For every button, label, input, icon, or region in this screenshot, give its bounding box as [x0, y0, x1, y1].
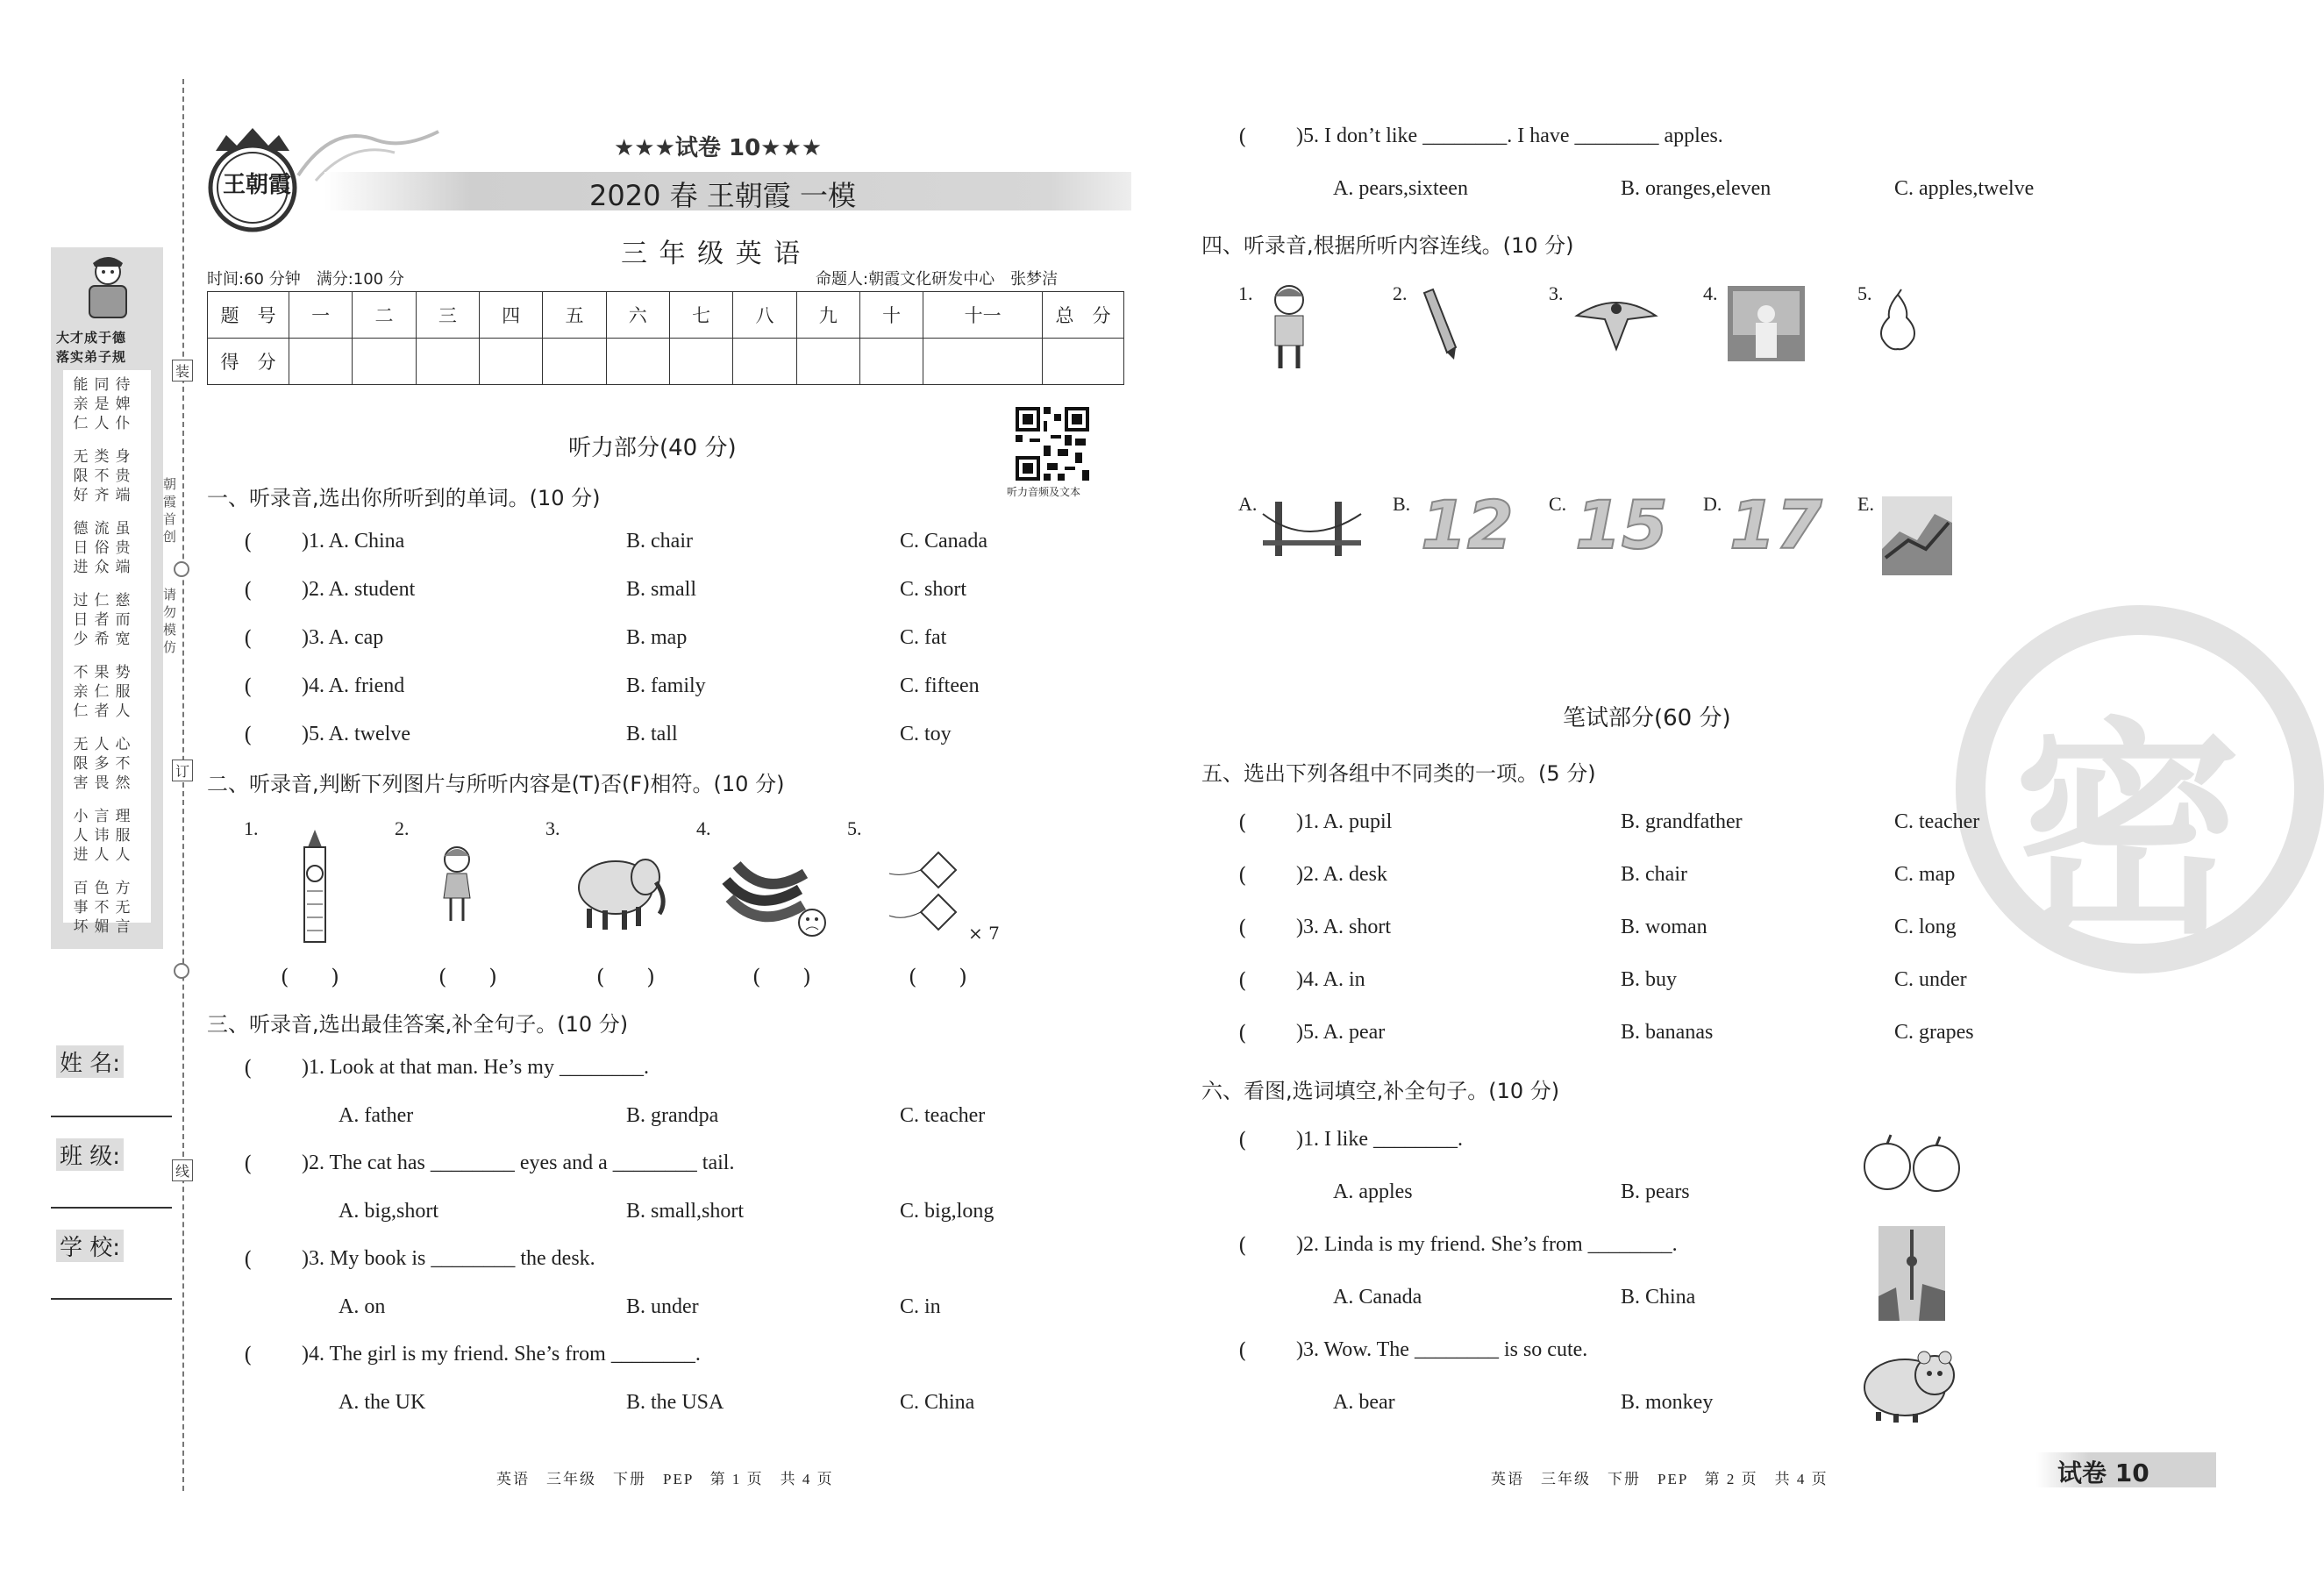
- answer-paren-open[interactable]: (: [244, 530, 253, 554]
- question-option-b: B. pears: [1621, 1180, 1690, 1203]
- match-picture-number: 4.: [1703, 282, 1718, 304]
- proverb-column: 能亲仁: [73, 376, 89, 432]
- answer-paren-open[interactable]: (: [1238, 1233, 1247, 1258]
- question-option-b: B. monkey: [1621, 1391, 1714, 1414]
- question-option-a: )4. A. friend: [302, 674, 405, 697]
- score-cell[interactable]: [669, 339, 732, 385]
- question-option-b: B. grandpa: [626, 1104, 719, 1127]
- answer-paren[interactable]: ( ): [438, 965, 497, 989]
- question-option-c: C. fat: [900, 626, 947, 649]
- answer-paren[interactable]: ( ): [596, 965, 655, 989]
- question-option-b: B. small,short: [626, 1200, 745, 1223]
- question-option-a: )1. A. China: [302, 530, 405, 553]
- question-option-a: A. the UK: [339, 1391, 426, 1414]
- scholar-cartoon-icon: [77, 253, 139, 323]
- score-cell[interactable]: [479, 339, 542, 385]
- question-option-a: )3. A. cap: [302, 626, 384, 649]
- score-table-header-cell: 七: [669, 292, 732, 339]
- main-title: 2020 春 王朝霞 一模: [589, 179, 856, 212]
- question-option-a: A. pears,sixteen: [1333, 177, 1468, 200]
- question-text: )2. Linda is my friend. She’s from ________.: [1296, 1233, 1678, 1256]
- answer-paren-open[interactable]: (: [1238, 968, 1247, 993]
- big-number-picture: 12: [1421, 486, 1514, 564]
- score-cell[interactable]: [606, 339, 669, 385]
- picture-number: 5.: [847, 817, 862, 839]
- proverb-column: 人多畏: [94, 736, 110, 792]
- score-table-header-cell: 六: [606, 292, 669, 339]
- question-option-a: A. on: [339, 1295, 386, 1318]
- section-5-title: 五、选出下列各组中不同类的一项。(5 分): [1201, 761, 1596, 786]
- footer-page-1: 英语 三年级 下册 PEP 第 1 页 共 4 页: [496, 1471, 834, 1487]
- question-option-a: )2. A. student: [302, 578, 416, 601]
- answer-paren-open[interactable]: (: [1238, 1338, 1247, 1363]
- answer-paren[interactable]: ( ): [752, 965, 811, 989]
- proverb-column: 无限好: [73, 448, 89, 504]
- score-table-header-cell: 二: [353, 292, 416, 339]
- question-option-a: A. father: [339, 1104, 414, 1127]
- footer-page-2: 英语 三年级 下册 PEP 第 2 页 共 4 页: [1491, 1471, 1829, 1487]
- name-field[interactable]: [51, 1116, 172, 1117]
- match-picture-letter: D.: [1703, 493, 1722, 515]
- proverb-column: 慈而宽: [115, 592, 131, 648]
- bananas-picture: [721, 845, 826, 945]
- answer-paren-open[interactable]: (: [244, 626, 253, 651]
- question-option-b: B. grandfather: [1621, 810, 1743, 833]
- seal-char-1: 装: [172, 360, 193, 382]
- pear-picture: [1877, 289, 1919, 354]
- match-picture-letter: B.: [1393, 493, 1411, 515]
- proverb-column: 无限害: [73, 736, 89, 792]
- section-1-title: 一、听录音,选出你所听到的单词。(10 分): [207, 486, 601, 510]
- cn-tower-picture: [1878, 1226, 1945, 1324]
- proverb-column: 身贵端: [115, 448, 131, 504]
- proverb-column: 果仁者: [94, 664, 110, 720]
- question-option-b: B. the USA: [626, 1391, 724, 1414]
- answer-paren[interactable]: ( ): [281, 965, 339, 989]
- vertical-note-original: 朝霞首创: [163, 476, 177, 545]
- proverb-column: 理服人: [115, 808, 131, 864]
- score-table: [207, 291, 1124, 385]
- question-option-b: B. chair: [626, 530, 693, 553]
- question-text: )3. Wow. The ________ is so cute.: [1296, 1338, 1588, 1361]
- question-option-a: A. Canada: [1333, 1286, 1422, 1309]
- question-option-b: B. small: [626, 578, 697, 601]
- proverb-column: 过日少: [73, 592, 89, 648]
- great-wall-picture: [1882, 496, 1952, 579]
- score-row-label: 得 分: [208, 339, 289, 385]
- picture-number: 1.: [244, 817, 259, 839]
- score-table-header-cell: 九: [796, 292, 859, 339]
- question-option-c: C. teacher: [1894, 810, 1980, 833]
- girl-picture: [437, 842, 477, 930]
- question-option-a: )1. A. pupil: [1296, 810, 1393, 833]
- picture-number: 2.: [395, 817, 410, 839]
- big-number-picture: 15: [1575, 486, 1668, 564]
- score-cell[interactable]: [416, 339, 479, 385]
- proverb-column: 德日进: [73, 520, 89, 576]
- proverb-column: 同是人: [94, 376, 110, 432]
- score-table-header-cell: 八: [733, 292, 796, 339]
- question-text: )5. I don’t like ________. I have ________ apples.: [1296, 125, 1723, 147]
- match-picture-letter: C.: [1549, 493, 1567, 515]
- question-option-c: C. teacher: [900, 1104, 986, 1127]
- seal-char-2: 订: [172, 760, 193, 781]
- question-option-a: )4. A. in: [1296, 968, 1365, 991]
- question-option-b: B. tall: [626, 723, 678, 745]
- motto-1: 大才成于德: [56, 330, 127, 346]
- question-option-a: A. bear: [1333, 1391, 1395, 1414]
- answer-paren-open[interactable]: (: [244, 674, 253, 699]
- match-picture-letter: E.: [1857, 493, 1874, 515]
- section-4-title: 四、听录音,根据所听内容连线。(10 分): [1201, 233, 1574, 258]
- answer-paren-open[interactable]: (: [244, 1152, 253, 1176]
- answer-paren-open[interactable]: (: [1238, 810, 1247, 835]
- time-score-info: 时间:60 分钟 满分:100 分: [207, 270, 404, 289]
- question-option-a: A. big,short: [339, 1200, 438, 1223]
- qr-caption: 听力音频及文本: [1007, 486, 1081, 498]
- score-cell[interactable]: [923, 339, 1043, 385]
- bear-picture: [1861, 1342, 1964, 1426]
- question-option-a: )3. A. short: [1296, 916, 1391, 938]
- answer-paren-open[interactable]: (: [244, 578, 253, 603]
- confidential-seal-text: 密: [2014, 700, 2242, 965]
- score-table-header-cell: 十: [859, 292, 923, 339]
- question-option-b: B. chair: [1621, 863, 1687, 886]
- proverb-column: 心不然: [115, 736, 131, 792]
- section-3-title: 三、听录音,选出最佳答案,补全句子。(10 分): [207, 1012, 629, 1037]
- brand-logo-text: 王朝霞: [223, 172, 292, 198]
- qr-code: [1016, 407, 1089, 481]
- answer-paren-open[interactable]: (: [1238, 125, 1247, 149]
- score-table-score-row: [208, 339, 1124, 385]
- question-option-c: C. map: [1894, 863, 1956, 886]
- question-option-c: C. Canada: [900, 530, 987, 553]
- bridge-picture: [1263, 496, 1361, 563]
- question-text: )4. The girl is my friend. She’s from ________.: [302, 1343, 701, 1366]
- binding-dashed-line: [182, 79, 184, 1491]
- subject-title: 三 年 级 英 语: [621, 239, 802, 269]
- match-picture-number: 5.: [1857, 282, 1872, 304]
- paper-label: ★★★试卷 10★★★: [614, 135, 823, 161]
- question-option-c: C. in: [900, 1295, 941, 1318]
- question-text: )2. The cat has ________ eyes and a ________ tail.: [302, 1152, 735, 1174]
- question-option-c: C. big,long: [900, 1200, 994, 1223]
- question-option-b: B. family: [626, 674, 706, 697]
- binding-hole-2: [174, 963, 189, 979]
- score-table-header-cell: 三: [416, 292, 479, 339]
- answer-paren-open[interactable]: (: [244, 723, 253, 747]
- section-6-title: 六、看图,选词填空,补全句子。(10 分): [1201, 1079, 1560, 1103]
- author-info: 命题人:朝霞文化研发中心 张梦洁: [816, 270, 1059, 289]
- binding-hole-1: [174, 561, 189, 577]
- score-cell[interactable]: [543, 339, 606, 385]
- question-option-c: C. apples,twelve: [1894, 177, 2035, 200]
- question-option-c: C. grapes: [1894, 1021, 1974, 1044]
- question-option-c: C. fifteen: [900, 674, 980, 697]
- score-table-header-cell: 十一: [923, 292, 1043, 339]
- proverb-column: 言讳人: [94, 808, 110, 864]
- match-picture-number: 2.: [1393, 282, 1408, 304]
- big-ben-picture: [293, 830, 337, 947]
- question-text: )1. Look at that man. He’s my ________.: [302, 1056, 649, 1079]
- score-cell[interactable]: [859, 339, 923, 385]
- answer-paren-open[interactable]: (: [1238, 916, 1247, 940]
- elephant-picture: [572, 847, 670, 935]
- listening-title: 听力部分(40 分): [568, 435, 737, 461]
- question-text: )3. My book is ________ the desk.: [302, 1247, 595, 1270]
- proverb-column: 百事坏: [73, 880, 89, 936]
- question-option-b: B. woman: [1621, 916, 1707, 938]
- match-picture-number: 3.: [1549, 282, 1564, 304]
- class-field[interactable]: [51, 1207, 172, 1209]
- kite-count: × 7: [968, 923, 1000, 944]
- proverb-column: 色不媚: [94, 880, 110, 936]
- question-option-a: )5. A. twelve: [302, 723, 410, 745]
- proverb-column: 类不齐: [94, 448, 110, 504]
- score-cell[interactable]: [353, 339, 416, 385]
- question-option-a: A. apples: [1333, 1180, 1413, 1203]
- boy-picture: [1265, 281, 1314, 375]
- school-label: 学 校:: [56, 1230, 124, 1262]
- motto-2: 落实弟子规: [56, 349, 127, 365]
- score-table-header-cell: 五: [543, 292, 606, 339]
- score-cell[interactable]: [1043, 339, 1124, 385]
- question-option-b: B. under: [626, 1295, 699, 1318]
- score-cell[interactable]: [796, 339, 859, 385]
- question-option-b: B. China: [1621, 1286, 1696, 1309]
- question-option-b: B. oranges,eleven: [1621, 177, 1772, 200]
- answer-paren[interactable]: ( ): [909, 965, 967, 989]
- score-table-header-cell: 四: [479, 292, 542, 339]
- answer-paren-open[interactable]: (: [1238, 1021, 1247, 1045]
- match-picture-letter: A.: [1238, 493, 1258, 515]
- question-option-c: C. under: [1894, 968, 1967, 991]
- name-label: 姓 名:: [56, 1045, 124, 1078]
- score-table-header-cell: 一: [289, 292, 353, 339]
- vertical-note-no-copy: 请勿模仿: [163, 587, 177, 655]
- score-cell[interactable]: [733, 339, 796, 385]
- question-option-c: C. long: [1894, 916, 1957, 938]
- school-field[interactable]: [51, 1298, 172, 1300]
- answer-paren-open[interactable]: (: [1238, 1128, 1247, 1152]
- writing-title: 笔试部分(60 分): [1563, 705, 1731, 731]
- answer-paren-open[interactable]: (: [244, 1343, 253, 1367]
- question-option-b: B. map: [626, 626, 688, 649]
- proverb-column: 虽贵端: [115, 520, 131, 576]
- proverb-column: 小人进: [73, 808, 89, 864]
- score-table-header-cell: 总 分: [1043, 292, 1124, 339]
- question-option-c: C. toy: [900, 723, 952, 745]
- kites-picture: [886, 851, 966, 951]
- proverb-column: 待婢仆: [115, 376, 131, 432]
- apples-picture: [1861, 1133, 1964, 1198]
- question-option-b: B. buy: [1621, 968, 1678, 991]
- proverb-column: 仁者希: [94, 592, 110, 648]
- question-option-a: )2. A. desk: [1296, 863, 1387, 886]
- corner-paper-label: 试卷 10: [2057, 1458, 2149, 1487]
- question-option-b: B. bananas: [1621, 1021, 1714, 1044]
- teacher-picture: [1728, 286, 1805, 365]
- crayon-picture: [1421, 289, 1459, 363]
- section-2-title: 二、听录音,判断下列图片与所听内容是(T)否(F)相符。(10 分): [207, 772, 785, 796]
- class-label: 班 级:: [56, 1138, 124, 1171]
- picture-number: 4.: [696, 817, 711, 839]
- proverb-column: 流俗众: [94, 520, 110, 576]
- question-option-a: )5. A. pear: [1296, 1021, 1386, 1044]
- question-option-c: C. China: [900, 1391, 975, 1414]
- proverb-column: 不亲仁: [73, 664, 89, 720]
- proverb-column: 势服人: [115, 664, 131, 720]
- score-table-header-cell: 题 号: [208, 292, 289, 339]
- big-number-picture: 17: [1729, 486, 1822, 564]
- score-table-header-row: [208, 292, 1124, 339]
- answer-paren-open[interactable]: (: [244, 1056, 253, 1080]
- question-text: )1. I like ________.: [1296, 1128, 1463, 1151]
- proverb-column: 方无言: [115, 880, 131, 936]
- match-picture-number: 1.: [1238, 282, 1253, 304]
- picture-number: 3.: [545, 817, 560, 839]
- kite-bird-picture: [1575, 289, 1657, 354]
- question-option-c: C. short: [900, 578, 967, 601]
- score-cell[interactable]: [289, 339, 353, 385]
- answer-paren-open[interactable]: (: [1238, 863, 1247, 888]
- answer-paren-open[interactable]: (: [244, 1247, 253, 1272]
- seal-char-3: 线: [172, 1159, 193, 1181]
